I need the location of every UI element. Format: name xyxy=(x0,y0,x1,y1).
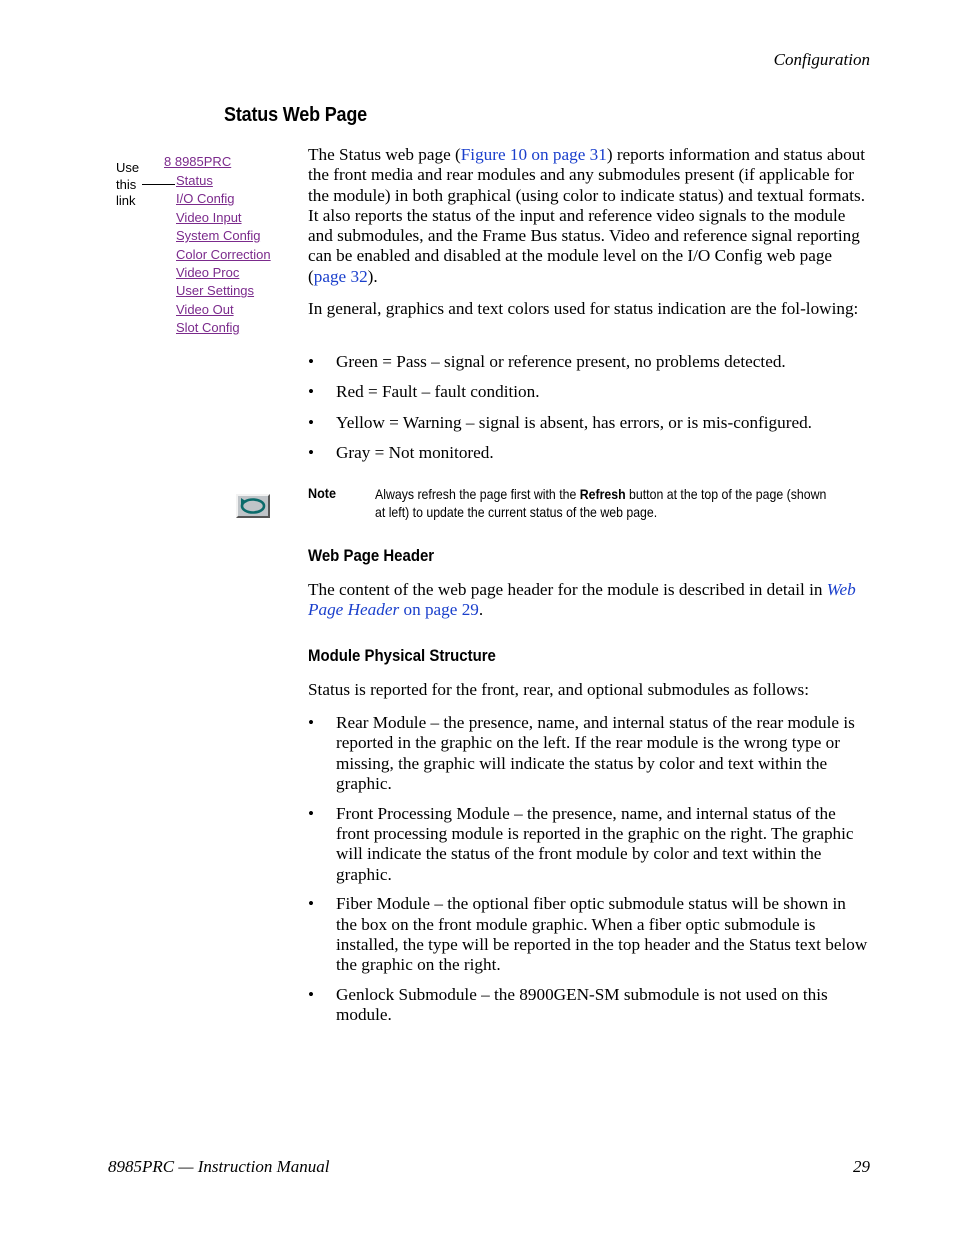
physical-intro: Status is reported for the front, rear, and optional submodules as follows: xyxy=(308,680,809,699)
note-text-2: button at the top of the page (shown at left) to update the current status of the web page. xyxy=(375,486,827,520)
bullet-genlock-submodule: • Genlock Submodule – the 8900GEN-SM submodule is not used on this module. xyxy=(308,985,870,1026)
note-label: Note xyxy=(308,485,337,501)
web-page-header-link-title: Web Page Header xyxy=(308,580,856,620)
bullet-front-module: • Front Processing Module – the presence, name, and internal status of the front processing module is reported in the graphic on the right. The graphic will indicate the status of the front module by color and text within the graphic. xyxy=(308,804,870,885)
nav-link-system-config[interactable]: System Config xyxy=(176,228,261,244)
callout-pointer-line xyxy=(142,184,175,185)
web-page-header-paragraph xyxy=(308,580,870,621)
note-text xyxy=(375,485,833,521)
bullet-red: • Red = Fault – fault condition. xyxy=(308,382,870,402)
nav-link-io-config[interactable]: I/O Config xyxy=(176,191,235,207)
nav-link-status[interactable]: Status xyxy=(176,173,213,188)
bullet-yellow: • Yellow = Warning – signal is absent, has errors, or is mis-configured. xyxy=(308,413,870,433)
nav-link-video-out[interactable]: Video Out xyxy=(176,301,234,317)
refresh-icon xyxy=(238,496,268,516)
running-header: Configuration xyxy=(773,50,870,69)
nav-link-color-correction[interactable]: Color Correction xyxy=(176,246,271,262)
bullet-green: • Green = Pass – signal or reference present, no problems detected. xyxy=(308,352,870,372)
section-title: Status Web Page xyxy=(224,104,368,126)
intro-text-3: ). xyxy=(367,266,378,286)
physical-bullet-list xyxy=(308,713,870,1026)
nav-link-slot-config[interactable]: Slot Config xyxy=(176,320,240,336)
web-page-header-title: Web Page Header xyxy=(308,546,435,565)
nav-callout-line-3: link xyxy=(116,193,136,208)
page-32-link[interactable]: page 32 xyxy=(313,266,368,286)
intro-text-1: The Status web page ( xyxy=(308,145,461,164)
note-refresh-term: Refresh xyxy=(579,486,626,502)
nav-link-video-input[interactable]: Video Input xyxy=(176,209,242,225)
bullet-rear-module: • Rear Module – the presence, name, and internal status of the rear module is reported in the graphic on the left. If the rear module is the wrong type or missing, the graphic will indicate the status by color and text within the graphic. xyxy=(308,713,870,794)
note-text-1: Always refresh the page first with the xyxy=(375,486,580,502)
refresh-button[interactable] xyxy=(236,494,270,518)
figure-10-link[interactable]: Figure 10 on page 31 xyxy=(460,145,607,164)
intro-paragraph xyxy=(308,145,870,287)
physical-structure-title: Module Physical Structure xyxy=(308,646,496,665)
footer-manual-title: 8985PRC — Instruction Manual xyxy=(108,1157,330,1176)
web-page-header-link-page: on page 29 xyxy=(399,600,479,620)
intro-text-2: ) reports information and status about the front media and rear modules and any submodules present (if applicable for the module) in both graphical (using color to indicate status) and textual formats. It also reports the status of the input and reference video signals to the module and submodules, and the Frame Bus status. Video and reference signal reporting can be enabled and disabled at the module level on the I/O Config web page ( xyxy=(308,145,866,286)
nav-callout-line-2: this xyxy=(116,176,137,192)
bullet-gray: • Gray = Not monitored. xyxy=(308,443,870,463)
bullet-fiber-module: • Fiber Module – the optional fiber optic submodule status will be shown in the box on the front module graphic. When a fiber optic submodule is installed, the type will be reported in the top header and the Status text below the graphic on the right. xyxy=(308,894,870,975)
nav-root-link[interactable]: 8 8985PRC xyxy=(164,154,232,169)
header-text-1: The content of the web page header for the module is described in detail in xyxy=(308,580,827,599)
nav-link-user-settings[interactable]: User Settings xyxy=(176,283,255,299)
nav-callout xyxy=(116,160,139,210)
colors-intro: In general, graphics and text colors used for status indication are the fol-lowing: xyxy=(308,299,859,318)
color-bullet-list xyxy=(308,352,870,463)
nav-callout-line-1: Use xyxy=(116,160,140,175)
header-text-2: . xyxy=(478,600,484,620)
nav-link-video-proc[interactable]: Video Proc xyxy=(176,265,240,281)
nav-list xyxy=(176,172,271,338)
footer-page-number: 29 xyxy=(853,1157,870,1176)
